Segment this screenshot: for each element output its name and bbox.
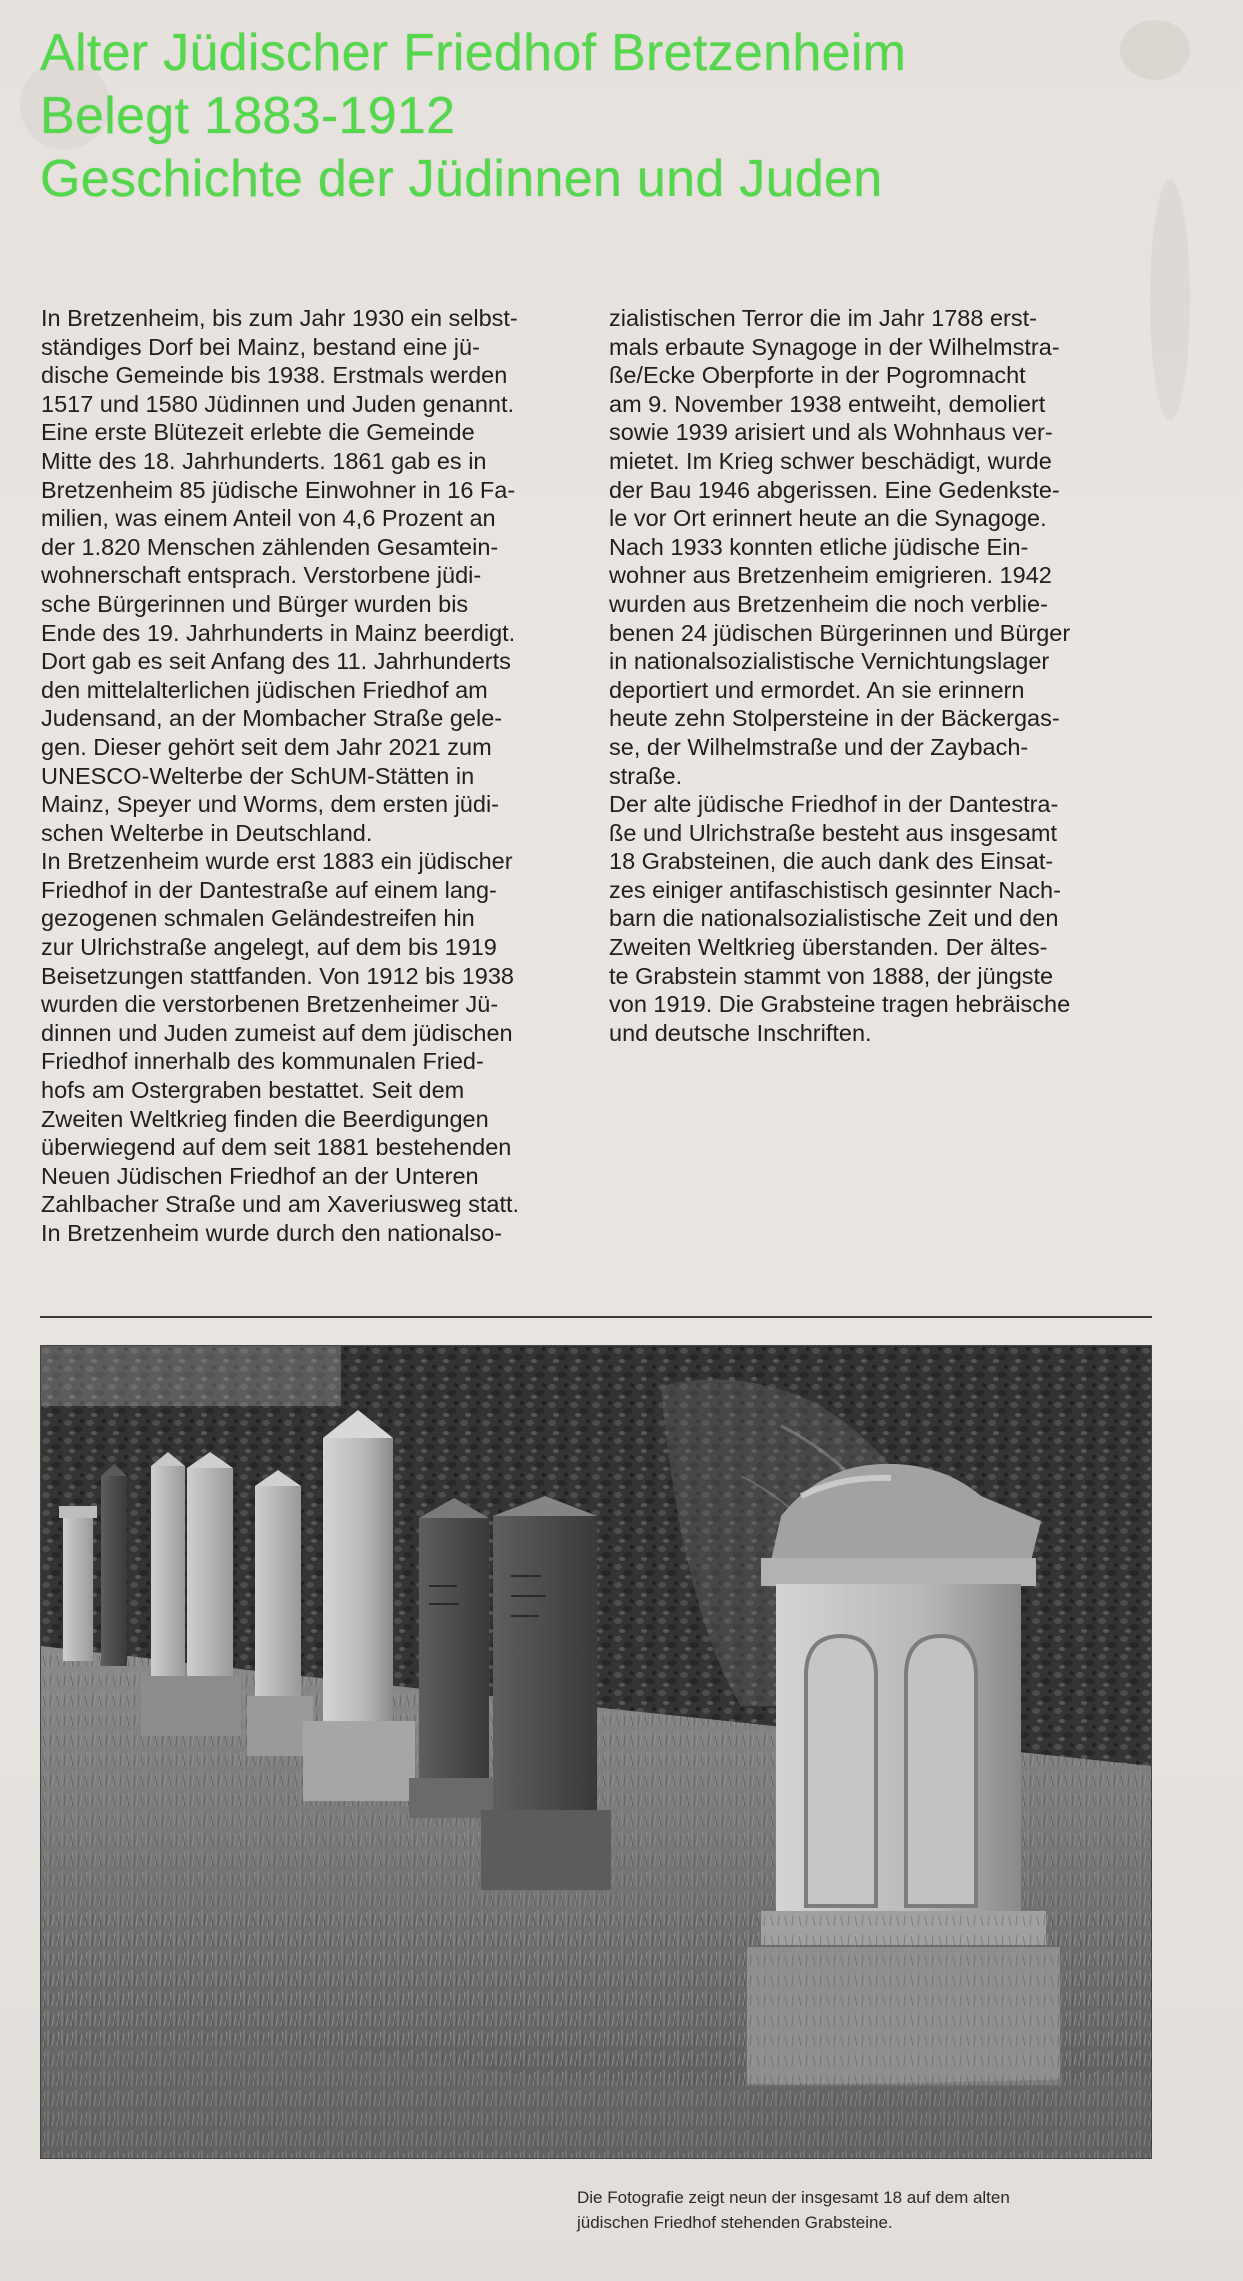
text-line: te Grabstein stammt von 1888, der jüngste xyxy=(609,962,1054,989)
text-line: den mittelalterlichen jüdischen Friedhof am xyxy=(41,676,488,703)
text-line: und deutsche Inschriften. xyxy=(609,1019,872,1046)
text-line: mietet. Im Krieg schwer beschädigt, wurde xyxy=(609,447,1052,474)
text-line: se, der Wilhelmstraße und der Zaybach- xyxy=(609,733,1029,760)
text-line: Dort gab es seit Anfang des 11. Jahrhunderts xyxy=(41,648,511,675)
text-line: Friedhof in der Dantestraße auf einem lang- xyxy=(41,876,497,903)
text-line: Neuen Jüdischen Friedhof an der Unteren xyxy=(41,1162,479,1189)
text-line: hofs am Ostergraben bestattet. Seit dem xyxy=(41,1077,465,1104)
text-line: von 1919. Die Grabsteine tragen hebräische xyxy=(609,991,1071,1018)
text-line: zes einiger antifaschistisch gesinnter Nach- xyxy=(609,876,1061,903)
caption-line-2: jüdischen Friedhof stehenden Grabsteine. xyxy=(577,2213,893,2232)
text-line: le vor Ort erinnert heute an die Synagoge. xyxy=(609,505,1047,532)
cemetery-photograph xyxy=(40,1345,1152,2159)
text-line: Mitte des 18. Jahrhunderts. 1861 gab es in xyxy=(41,447,487,474)
text-line: Zweiten Weltkrieg überstanden. Der ältes- xyxy=(609,934,1048,961)
text-line: ße/Ecke Oberpforte in der Pogromnacht xyxy=(609,362,1026,389)
text-line: gezogenen schmalen Geländestreifen hin xyxy=(41,905,475,932)
text-line: der 1.820 Menschen zählenden Gesamtein- xyxy=(41,533,499,560)
text-line: Zahlbacher Straße und am Xaveriusweg statt. xyxy=(41,1191,520,1218)
text-line: Judensand, an der Mombacher Straße gele- xyxy=(41,705,503,732)
text-line: wurden aus Bretzenheim die noch verblie- xyxy=(609,590,1048,617)
text-line: der Bau 1946 abgerissen. Eine Gedenkste- xyxy=(609,476,1060,503)
text-line: sche Bürgerinnen und Bürger wurden bis xyxy=(41,590,469,617)
text-line: ständiges Dorf bei Mainz, bestand eine jü- xyxy=(41,333,480,360)
right-text-column xyxy=(609,304,1169,1047)
text-line: UNESCO-Welterbe der SchUM-Stätten in xyxy=(41,762,475,789)
text-line: dinnen und Juden zumeist auf dem jüdischen xyxy=(41,1019,513,1046)
text-line: benen 24 jüdischen Bürgerinnen und Bürger xyxy=(609,619,1071,646)
text-line: Nach 1933 konnten etliche jüdische Ein- xyxy=(609,533,1029,560)
text-line: Der alte jüdische Friedhof in der Dantestra- xyxy=(609,791,1059,818)
text-line: deportiert und ermordet. An sie erinnern xyxy=(609,676,1025,703)
text-line: heute zehn Stolpersteine in der Bäckergas- xyxy=(609,705,1060,732)
text-line: zur Ulrichstraße angelegt, auf dem bis 1919 xyxy=(41,934,497,961)
text-line: in nationalsozialistische Vernichtungslager xyxy=(609,648,1050,675)
text-line: Eine erste Blütezeit erlebte die Gemeinde xyxy=(41,419,475,446)
title-line-3: Geschichte der Jüdinnen und Juden xyxy=(40,150,883,208)
text-line: wohnerschaft entsprach. Verstorbene jüdi- xyxy=(41,562,482,589)
divider-line xyxy=(40,1316,1152,1318)
text-line: gen. Dieser gehört seit dem Jahr 2021 zum xyxy=(41,733,492,760)
text-line: sowie 1939 arisiert und als Wohnhaus ver- xyxy=(609,419,1053,446)
text-line: straße. xyxy=(609,762,683,789)
text-line: 1517 und 1580 Jüdinnen und Juden genannt. xyxy=(41,390,515,417)
text-line: dische Gemeinde bis 1938. Erstmals werden xyxy=(41,362,508,389)
text-line: barn die nationalsozialistische Zeit und den xyxy=(609,905,1059,932)
text-line: mals erbaute Synagoge in der Wilhelmstra- xyxy=(609,333,1060,360)
text-line: Mainz, Speyer und Worms, dem ersten jüdi- xyxy=(41,791,499,818)
body-text xyxy=(41,304,1161,1244)
text-line: wurden die verstorbenen Bretzenheimer Jü- xyxy=(41,991,499,1018)
plaque-title xyxy=(40,22,1200,211)
text-line: schen Welterbe in Deutschland. xyxy=(41,819,373,846)
title-line-2: Belegt 1883-1912 xyxy=(40,87,456,145)
text-line: In Bretzenheim wurde durch den nationalso- xyxy=(41,1220,503,1246)
caption-line-1: Die Fotografie zeigt neun der insgesamt 18 auf dem alten xyxy=(577,2188,1010,2207)
text-line: am 9. November 1938 entweiht, demoliert xyxy=(609,390,1046,417)
photo-caption xyxy=(577,2185,1137,2235)
text-line: Bretzenheim 85 jüdische Einwohner in 16 Fa- xyxy=(41,476,516,503)
text-line: milien, was einem Anteil von 4,6 Prozent an xyxy=(41,505,496,532)
text-line: 18 Grabsteinen, die auch dank des Einsat- xyxy=(609,848,1054,875)
text-line: Friedhof innerhalb des kommunalen Fried- xyxy=(41,1048,484,1075)
text-line: wohner aus Bretzenheim emigrieren. 1942 xyxy=(609,562,1052,589)
text-line: In Bretzenheim, bis zum Jahr 1930 ein selbst- xyxy=(41,305,518,331)
left-text-column xyxy=(41,304,601,1248)
text-line: zialistischen Terror die im Jahr 1788 erst- xyxy=(609,305,1037,331)
title-line-1: Alter Jüdischer Friedhof Bretzenheim xyxy=(40,24,907,82)
text-line: In Bretzenheim wurde erst 1883 ein jüdischer xyxy=(41,848,513,875)
text-line: Zweiten Weltkrieg finden die Beerdigungen xyxy=(41,1105,489,1132)
text-line: ße und Ulrichstraße besteht aus insgesamt xyxy=(609,819,1058,846)
text-line: Beisetzungen stattfanden. Von 1912 bis 1938 xyxy=(41,962,514,989)
text-line: Ende des 19. Jahrhunderts in Mainz beerdigt. xyxy=(41,619,516,646)
text-line: überwiegend auf dem seit 1881 bestehenden xyxy=(41,1134,512,1161)
